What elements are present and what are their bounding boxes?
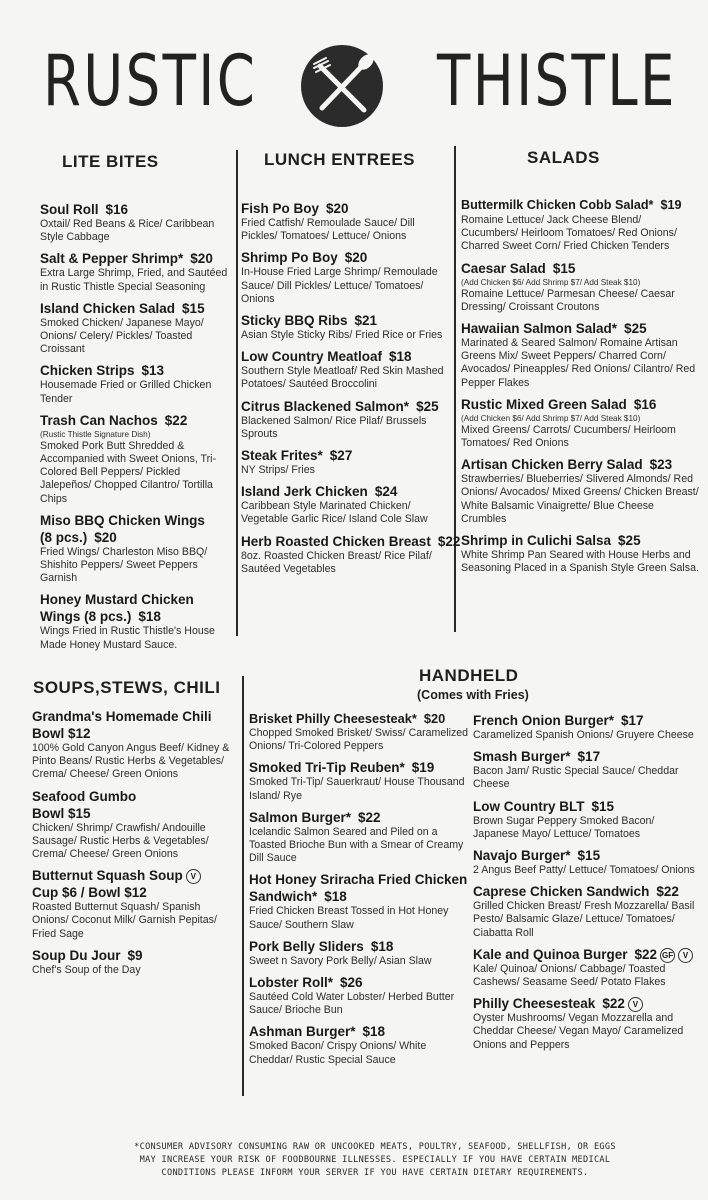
menu-item: Island Jerk Chicken $24 Caribbean Style Marinated Chicken/ Vegetable Garlic Rice/ Island Cole Slaw <box>241 484 428 526</box>
lunch-entrees-list <box>241 200 461 582</box>
menu-item: Shrimp in Culichi Salsa $25 White Shrimp Pan Seared with House Herbs and Seasoning Placed in a Spanish Style Green Salsa. <box>461 533 699 575</box>
menu-item: Grandma's Homemade Chili Bowl $12 100% Gold Canyon Angus Beef/ Kidney & Pinto Beans/ Rustic Herbs & Vegetables/ Crema/ Cheese/ Green Onions <box>32 709 230 781</box>
menu-item: Buttermilk Chicken Cobb Salad* $19 Romaine Lettuce/ Jack Cheese Blend/ Cucumbers/ Heirloom Tomatoes/ Red Onions/ Charred Sweet Corn/ Fried Chicken Tenders <box>461 198 682 253</box>
handheld-list-right <box>473 712 701 1058</box>
menu-item: Herb Roasted Chicken Breast $22 8oz. Roasted Chicken Breast/ Rice Pilaf/ Sautéed Vegetables <box>241 533 461 575</box>
menu-item: Trash Can Nachos $22 (Rustic Thistle Signature Dish) Smoked Pork Butt Shredded & Accompanied with Sweet Onions, Tri-Colored Bell Peppers/ Pickled Jalepeños/ Chopped Cilantro/ Tortilla Chips <box>40 412 217 505</box>
menu-item: Sticky BBQ Ribs $21 Asian Style Sticky Ribs/ Fried Rice or Fries <box>241 313 443 342</box>
soups-list <box>32 708 237 983</box>
menu-item: Miso BBQ Chicken Wings (8 pcs.) $20 Fried Wings/ Charleston Miso BBQ/ Shishito Peppers/ Sweet Peppers Garnish <box>40 512 208 585</box>
menu-item: Soup Du Jour $9 Chef's Soup of the Day <box>32 947 143 976</box>
section-title-salads: SALADS <box>527 148 600 167</box>
menu-item: French Onion Burger* $17 Caramelized Spanish Onions/ Gruyere Cheese <box>473 713 694 741</box>
menu-item: Salt & Pepper Shrimp* $20 Extra Large Shrimp, Fried, and Sautéed in Rustic Thistle Special Seasoning <box>40 251 228 293</box>
menu-item: Kale and Quinoa Burger $22 GF V Kale/ Quinoa/ Onions/ Cabbage/ Toasted Cashews/ Seasame Seed/ Potato Flakes <box>473 946 701 989</box>
advisory-line: *CONSUMER ADVISORY CONSUMING RAW OR UNCOOKED MEATS, POULTRY, SEAFOOD, SHELLFISH, OR EGGS <box>134 1142 616 1152</box>
menu-item: Philly Cheesesteak $22 V Oyster Mushrooms/ Vegan Mozzarella and Cheddar Cheese/ Vegan Mayo/ Caramelized Onions and Peppers <box>473 996 684 1051</box>
menu-item: Smash Burger* $17 Bacon Jam/ Rustic Special Sauce/ Cheddar Cheese <box>473 749 679 791</box>
menu-item: Caesar Salad $15 (Add Chicken $6/ Add Shrimp $7/ Add Steak $10) Romaine Lettuce/ Parmesan Cheese/ Caesar Dressing/ Croissant Croutons <box>461 260 675 313</box>
menu-item: Hot Honey Sriracha Fried Chicken Sandwich* $18 Fried Chicken Breast Tossed in Hot Honey Sauce/ Southern Slaw <box>249 872 468 931</box>
menu-item: Chicken Strips $13 Housemade Fried or Grilled Chicken Tender <box>40 363 212 405</box>
fork-knife-icon <box>300 44 384 128</box>
vegan-badge: V <box>678 948 693 963</box>
menu-item: Fish Po Boy $20 Fried Catfish/ Remoulade Sauce/ Dill Pickles/ Tomatoes/ Lettuce/ Onions <box>241 201 415 243</box>
menu-item: Steak Frites* $27 NY Strips/ Fries <box>241 448 353 477</box>
menu-item: Smoked Tri-Tip Reuben* $19 Smoked Tri-Tip/ Sauerkraut/ House Thousand Island/ Rye <box>249 760 465 802</box>
menu-item: Seafood Gumbo Bowl $15 Chicken/ Shrimp/ Crawfish/ Andouille Sausage/ Rustic Herbs & Vegetables/ Crema/ Cheese/ Green Onions <box>32 788 209 861</box>
menu-item: Rustic Mixed Green Salad $16 (Add Chicken $6/ Add Shrimp $7/ Add Steak $10) Mixed Greens/ Carrots/ Cucumbers/ Heirloom Tomatoes/ Red Onions <box>461 396 676 450</box>
menu-item: Hawaiian Salmon Salad* $25 Marinated & Seared Salmon/ Romaine Artisan Greens Mix/ Sweet Peppers/ Charred Corn/ Avocados/ Pineapples/ Red Onions/ Cilantro/ Red Pepper Flakes <box>461 321 696 389</box>
advisory-line: MAY INCREASE YOUR RISK OF FOODBOURNE ILLNESSES. ESPECIALLY IF YOU HAVE CERTAIN MEDICAL <box>139 1155 611 1165</box>
menu-item: Artisan Chicken Berry Salad $23 Strawberries/ Blueberries/ Slivered Almonds/ Red Onions/ Avocados/ Mixed Greens/ Chicken Breast/ White Balsamic Vinaigrette/ Blue Cheese Crumbles <box>461 457 699 525</box>
menu-item: Low Country BLT $15 Brown Sugar Peppery Smoked Bacon/ Japanese Mayo/ Lettuce/ Tomatoes <box>473 798 655 840</box>
section-title-lunch-entrees: LUNCH ENTREES <box>264 150 416 169</box>
lite-bites-list <box>40 201 230 658</box>
consumer-advisory <box>90 1141 660 1180</box>
section-title-handheld: HANDHELD <box>419 666 519 685</box>
menu-item: Ashman Burger* $18 Smoked Bacon/ Crispy Onions/ White Cheddar/ Rustic Special Sauce <box>249 1024 427 1066</box>
menu-item: Shrimp Po Boy $20 In-House Fried Large Shrimp/ Remoulade Sauce/ Dill Pickles/ Lettuce/ Tomatoes/ Onions <box>241 250 438 305</box>
menu-item: Pork Belly Sliders $18 Sweet n Savory Pork Belly/ Asian Slaw <box>249 938 432 967</box>
handheld-list-left <box>249 710 471 1073</box>
gluten-free-badge: GF <box>660 948 675 963</box>
vegan-badge: V <box>628 997 643 1012</box>
column-divider <box>236 150 238 636</box>
column-divider <box>454 146 456 632</box>
handheld-subtitle: (Comes with Fries) <box>417 688 529 702</box>
menu-item: Caprese Chicken Sandwich $22 Grilled Chicken Breast/ Fresh Mozzarella/ Basil Pesto/ Balsamic Glaze/ Lettuce/ Tomatoes/ Ciabatta Roll <box>473 884 695 939</box>
menu-item: Salmon Burger* $22 Icelandic Salmon Seared and Piled on a Toasted Brioche Bun with a Smear of Creamy Dill Sauce <box>249 809 464 865</box>
menu-item: Butternut Squash Soup V Cup $6 / Bowl $12 Roasted Butternut Squash/ Spanish Onions/ Coconut Milk/ Garnish Pepitas/ Fried Sage <box>32 868 217 940</box>
menu-item: Honey Mustard Chicken Wings (8 pcs.) $18 Wings Fried in Rustic Thistle's House Made Honey Mustard Sauce. <box>40 592 215 651</box>
salads-list <box>461 197 701 581</box>
menu-item: Navajo Burger* $15 2 Angus Beef Patty/ Lettuce/ Tomatoes/ Onions <box>473 848 695 877</box>
menu-item: Citrus Blackened Salmon* $25 Blackened Salmon/ Rice Pilaf/ Brussels Sprouts <box>241 398 439 440</box>
column-divider <box>242 676 244 1096</box>
advisory-line: CONDITIONS PLEASE INFORM YOUR SERVER IF YOU HAVE CERTAIN DIETARY REQUIREMENTS. <box>161 1168 589 1178</box>
menu-item: Soul Roll $16 Oxtail/ Red Beans & Rice/ Caribbean Style Cabbage <box>40 202 215 244</box>
menu-item: Lobster Roll* $26 Sautéed Cold Water Lobster/ Herbed Butter Sauce/ Brioche Bun <box>249 975 455 1017</box>
brand-word-right: THISTLE <box>437 40 677 122</box>
menu-item: Low Country Meatloaf $18 Southern Style Meatloaf/ Red Skin Mashed Potatoes/ Sautéed Broccolini <box>241 349 444 391</box>
vegan-badge: V <box>186 869 201 884</box>
section-title-lite-bites: LITE BITES <box>62 152 159 171</box>
menu-item: Brisket Philly Cheesesteak* $20 Chopped Smoked Brisket/ Swiss/ Caramelized Onions/ Tri-Colored Peppers <box>249 711 469 753</box>
menu-item: Island Chicken Salad $15 Smoked Chicken/ Japanese Mayo/ Onions/ Celery/ Pickles/ Toasted Croissant <box>40 300 205 356</box>
section-title-soups: SOUPS,STEWS, CHILI <box>33 678 221 697</box>
brand-word-left: RUSTIC <box>43 40 258 122</box>
